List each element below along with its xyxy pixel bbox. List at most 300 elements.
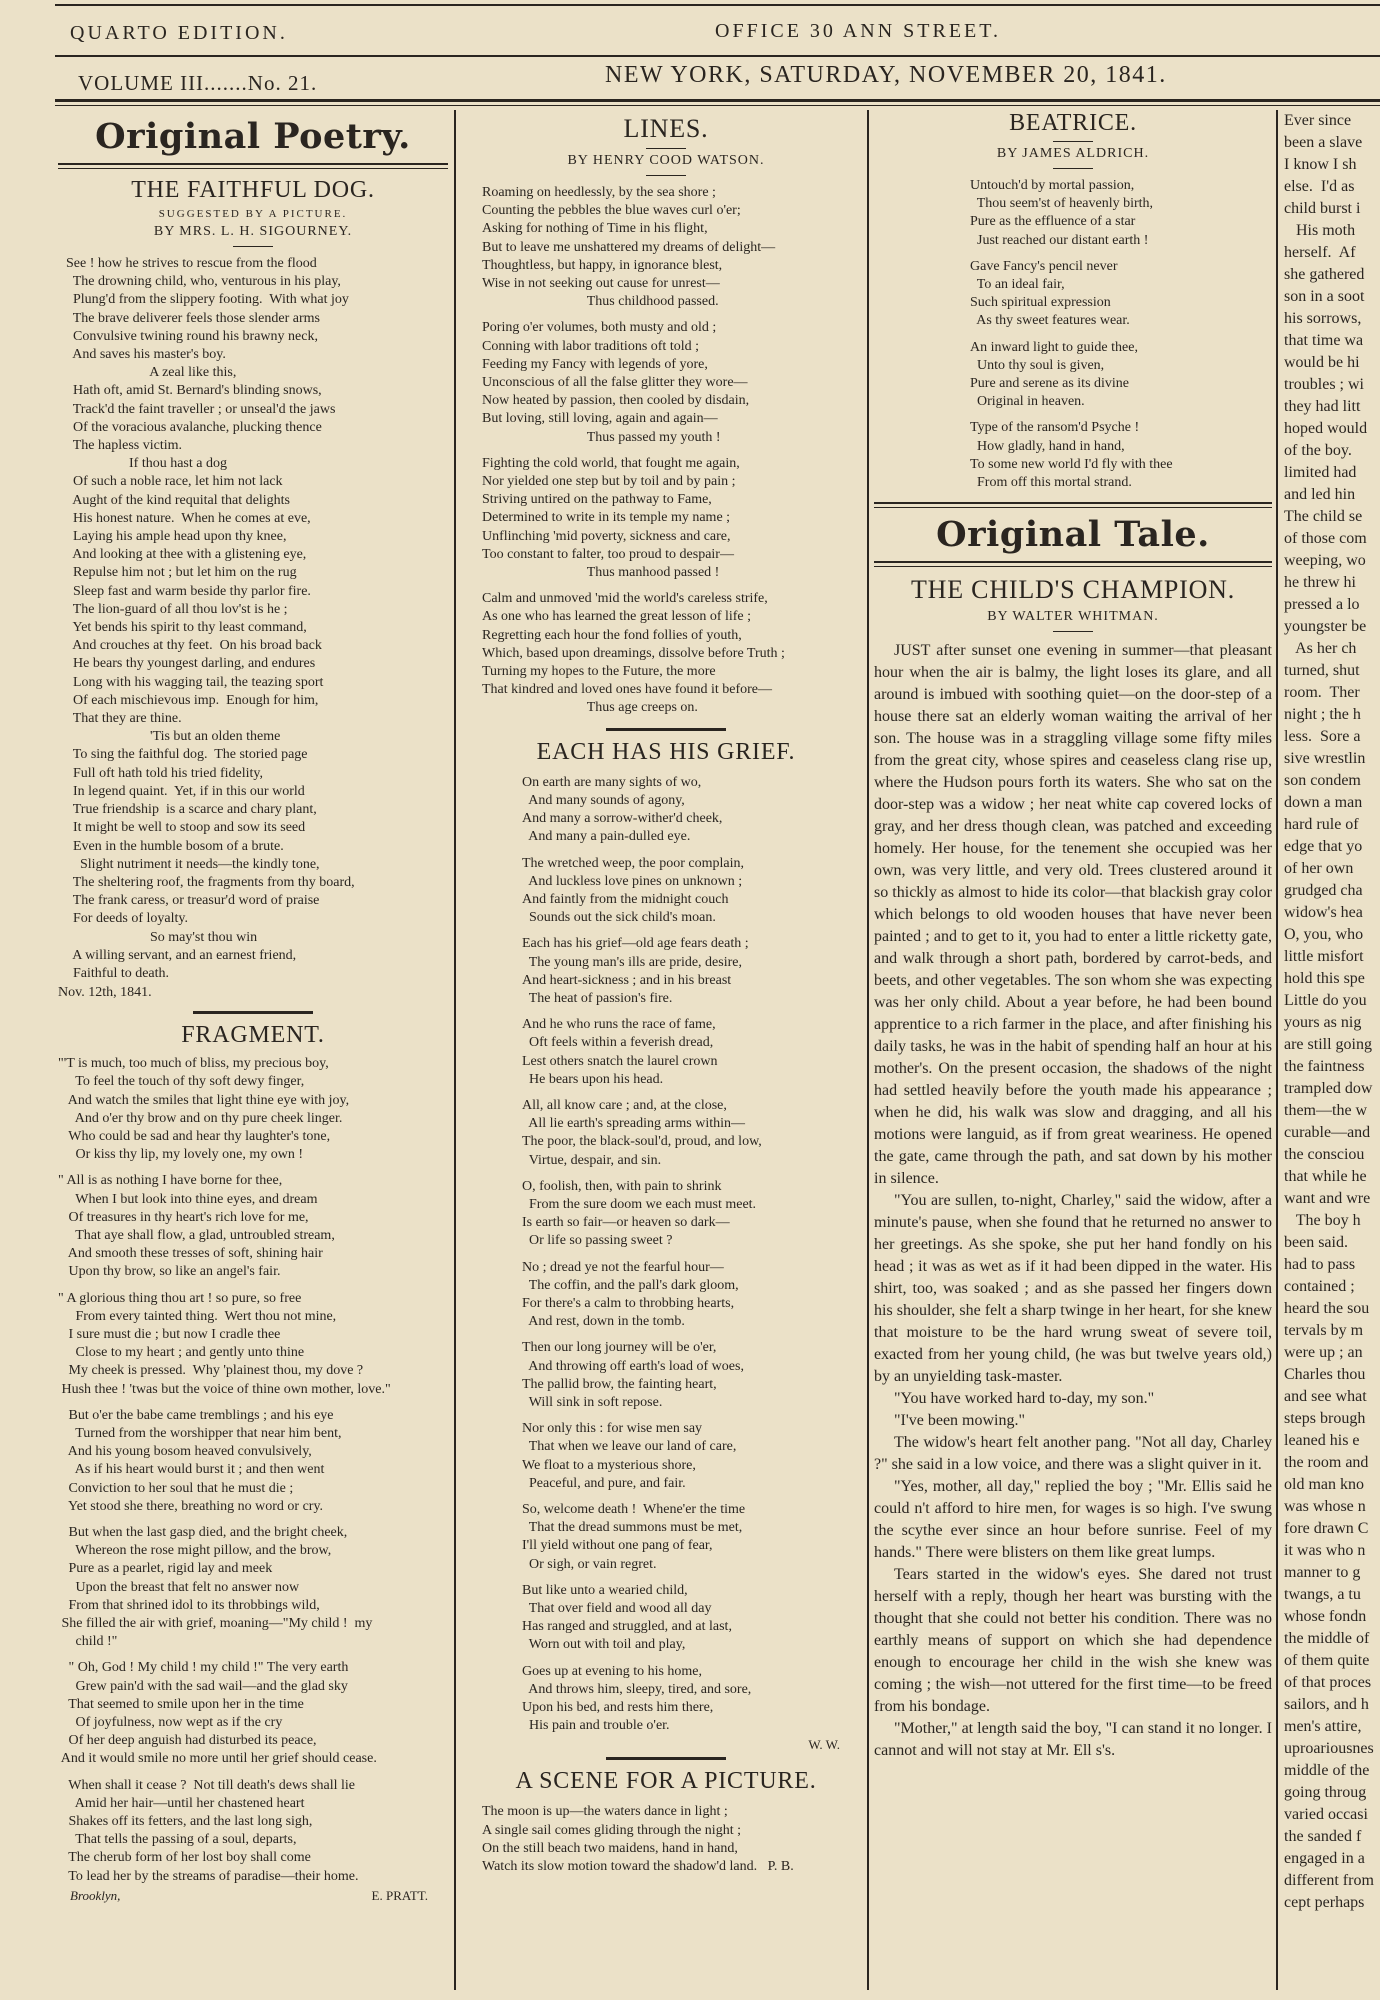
- poem-line: [482, 582, 850, 590]
- tale-continuation-line: old man kno: [1284, 1476, 1364, 1493]
- poem-line: Lest others snatch the laurel crown: [522, 1053, 718, 1069]
- poem-title: EACH HAS HIS GRIEF.: [536, 738, 796, 765]
- tale-continuation-line: of them quite: [1284, 1652, 1370, 1669]
- poem-line: Or kiss thy lip, my lovely one, my own !: [58, 1147, 303, 1163]
- poem-line: And it would smile no more until her grief should cease.: [58, 1751, 377, 1767]
- poem-line: To some new world I'd fly with thee: [970, 456, 1173, 472]
- poem-subtitle: SUGGESTED BY A PICTURE.: [158, 208, 348, 220]
- poem-line: For deeds of loyalty.: [66, 911, 188, 927]
- tale-continuation-line: been said.: [1284, 1234, 1348, 1251]
- tale-continuation-line: would be hi: [1284, 354, 1360, 371]
- poem-line: For there's a calm to throbbing hearts,: [522, 1295, 735, 1311]
- tale-continuation-line: edge that yo: [1284, 838, 1363, 855]
- poem-line: And looking at thee with a glistening eye,: [66, 547, 307, 563]
- poem-line: And he who runs the race of fame,: [522, 1017, 716, 1033]
- poem-byline: BY HENRY COOD WATSON.: [567, 153, 765, 168]
- tale-paragraph: JUST after sunset one evening in summer—that pleasant hour when the air is balmy, the light loses its glare, and all around is imbued with soothing quiet—on the door-step of a house there sat an elderly woman waiting the arrival of her son. The house was in a straggling village some fifty miles from the great city, whose spires and ceaseless clang rise up, where the Hudson pours forth its waters. She who sat on the door-step was a widow ; her neat white cap covered locks of gray, and her dress though clean, was patched and exceeding homely. Her house, for the tenement she occupied was her own, was very little, and very old. Trees clustered around it so thickly as almost to hide its color—that blackish gray color which belongs to old wooden houses that have never been painted ; and to get to it, you had to enter a little ricketty gate, and walk through a short path, bordered by carrot-beds, and beets, and other vegetables. The son whom she was expecting was her only child. About a year before, he had been bound apprentice to a rich farmer in the place, and after finishing his daily tasks, he was in the habit of spending half an hour at his mother's. On the present occasion, the shadows of the night had settled heavily before the youth made his appearance ; when he did, his walk was slow and dragging, and all his motions were languid, as if from great weariness. He opened the gate, came through the path, and sat down by his mother in silence.: [874, 642, 1272, 1188]
- poem-line: [58, 1399, 448, 1407]
- tale-continuation-line: that time wa: [1284, 332, 1364, 349]
- tale-continuation-line: manner to g: [1284, 1564, 1361, 1581]
- tale-continuation-line: was whose n: [1284, 1498, 1366, 1515]
- poem-line: Faithful to death.: [66, 965, 170, 981]
- poem-line: Too constant to falter, too proud to despair—: [482, 546, 734, 562]
- poem-line: The young man's ills are pride, desire,: [522, 954, 742, 970]
- poem-line: [58, 1282, 448, 1290]
- tale-continuation-line: son condem: [1284, 772, 1361, 789]
- poem-line: [970, 250, 1272, 258]
- poem-line: That seemed to smile upon her in the time: [58, 1696, 304, 1712]
- poem-line: All, all know care ; and, at the close,: [522, 1097, 727, 1113]
- poem-line: Thus manhood passed !: [482, 565, 720, 581]
- tale-continuation-line: grudged cha: [1284, 882, 1363, 899]
- tale-continuation-line: herself. Af: [1284, 244, 1356, 261]
- poem-line: To feel the touch of thy soft dewy finger,: [58, 1074, 305, 1090]
- dateline: NEW YORK, SATURDAY, NOVEMBER 20, 1841.: [605, 62, 1167, 88]
- tale-continuation-line: little misfort: [1284, 948, 1364, 965]
- section-rule: [58, 163, 448, 169]
- poem-line: As one who has learned the great lesson of life ;: [482, 609, 752, 625]
- poem-line: Hath oft, amid St. Bernard's blinding snows,: [66, 383, 322, 399]
- poem-line: That tells the passing of a soul, departs,: [58, 1832, 297, 1848]
- poem-line: Virtue, despair, and sin.: [522, 1152, 662, 1168]
- tale-continuation-line: youngster be: [1284, 618, 1367, 635]
- tale-continuation-line: he threw hi: [1284, 574, 1356, 591]
- tale-paragraph: The widow's heart felt another pang. "Not all day, Charley ?" she said in a low voice, and there was a slight quiver in it.: [874, 1434, 1272, 1474]
- poem-line: Thoughtless, but happy, in ignorance blest,: [482, 257, 723, 273]
- poem-line: Upon the breast that felt no answer now: [58, 1579, 300, 1595]
- tale-continuation-line: His moth: [1284, 222, 1356, 239]
- tale-continuation-line: hold this spe: [1284, 970, 1365, 987]
- poem-line: Each has his grief—old age fears death ;: [522, 936, 749, 952]
- tale-continuation-line: and led hin: [1284, 486, 1356, 503]
- tale-continuation-line: limited had: [1284, 464, 1357, 481]
- poem-line: Conning with labor traditions oft told ;: [482, 338, 699, 354]
- poem-line: Such spiritual expression: [970, 295, 1111, 311]
- poem-line: Thou seem'st of heavenly birth,: [970, 196, 1154, 212]
- poem-byline: BY MRS. L. H. SIGOURNEY.: [153, 224, 353, 239]
- poem-line: "'T is much, too much of bliss, my precious boy,: [58, 1056, 329, 1072]
- poem-line: He bears thy youngest darling, and endures: [66, 656, 316, 672]
- poem-line: Amid her hair—until her chastened heart: [58, 1795, 305, 1811]
- poem-line: So, welcome death ! Whene'er the time: [522, 1502, 746, 1517]
- divider: [1053, 168, 1093, 169]
- poem-line: Or sigh, or vain regret.: [522, 1556, 657, 1572]
- poem-body: [482, 184, 850, 718]
- poem-title: FRAGMENT.: [181, 1022, 325, 1049]
- tale-continuation-line: son in a soot: [1284, 288, 1365, 305]
- tale-continuation-line: hoped would: [1284, 420, 1368, 437]
- poem-signature: E. PRATT.: [371, 1887, 428, 1903]
- poem-line: Of such a noble race, let him not lack: [66, 474, 283, 490]
- divider: [1053, 631, 1093, 632]
- poem-line: Untouch'd by mortal passion,: [970, 178, 1135, 193]
- tale-continuation-line: hard rule of: [1284, 816, 1359, 833]
- tale-continuation-line: fore drawn C: [1284, 1520, 1369, 1537]
- poem-line: From off this mortal strand.: [970, 475, 1132, 491]
- tale-continuation-line: night ; the h: [1284, 706, 1361, 723]
- poem-line: All lie earth's spreading arms within—: [522, 1116, 745, 1132]
- poem-line: [970, 331, 1272, 339]
- poem-line: Peaceful, and pure, and fair.: [522, 1475, 686, 1491]
- poem-line: That the dread summons must be met,: [522, 1520, 743, 1536]
- poem-line: Of her deep anguish had disturbed its peace,: [58, 1733, 317, 1749]
- poem-line: He bears upon his head.: [522, 1071, 664, 1087]
- column-1: [58, 110, 448, 1990]
- poem-line: And crouches at thy feet. On his broad back: [66, 638, 322, 654]
- divider: [646, 175, 686, 176]
- poem-line: Yet bends his spirit to thy least command,: [66, 620, 307, 636]
- tale-continuation-line: of those com: [1284, 530, 1367, 547]
- tale-continuation-line: been a slave: [1284, 134, 1363, 151]
- poem-line: As if his heart would burst it ; and then went: [58, 1462, 325, 1478]
- tale-continuation-line: the middle of: [1284, 1630, 1370, 1647]
- poem-line: " A glorious thing thou art ! so pure, so free: [58, 1290, 302, 1306]
- tale-continuation-line: uproariousnes: [1284, 1740, 1374, 1757]
- poem-line: In legend quaint. Yet, if in this our world: [66, 783, 305, 799]
- poem-line: The brave deliverer feels those slender arms: [66, 310, 320, 326]
- poem-line: [522, 1493, 850, 1501]
- poem-line: Worn out with toil and play,: [522, 1637, 686, 1653]
- poem-line: His honest nature. When he comes at eve,: [66, 510, 311, 526]
- poem-line: The cherub form of her lost boy shall come: [58, 1850, 311, 1866]
- tale-continuation-line: that while he: [1284, 1168, 1367, 1185]
- divider-ornament: [606, 1757, 726, 1760]
- tale-continuation-line: cept perhaps: [1284, 1894, 1365, 1911]
- poem-byline: BY JAMES ALDRICH.: [996, 146, 1150, 161]
- poem-line: [482, 447, 850, 455]
- poem-line: O, foolish, then, with pain to shrink: [522, 1178, 722, 1194]
- poem-line: Has ranged and struggled, and at last,: [522, 1619, 732, 1635]
- poem-line: Of treasures in thy heart's rich love for me,: [58, 1209, 309, 1225]
- poem-line: On the still beach two maidens, hand in hand,: [482, 1840, 738, 1856]
- poem-line: Nor only this : for wise men say: [522, 1421, 703, 1437]
- tale-continuation-line: varied occasi: [1284, 1806, 1368, 1823]
- tale-continuation-line: Little do you: [1284, 992, 1367, 1009]
- tale-continuation-line: heard the sou: [1284, 1300, 1370, 1317]
- poem-line: Thus passed my youth !: [482, 429, 721, 445]
- masthead-bottom-rule: [55, 99, 1380, 102]
- poem-line: But to leave me unshattered my dreams of delight—: [482, 239, 776, 255]
- column-4-cropped: [1284, 110, 1380, 1990]
- tale-continuation-line: troubles ; wi: [1284, 376, 1364, 393]
- poem-line: child !": [58, 1634, 118, 1650]
- poem-line: Fighting the cold world, that fought me again,: [482, 455, 740, 471]
- tale-continuation-line: middle of the: [1284, 1762, 1370, 1779]
- poem-line: And many a sorrow-wither'd cheek,: [522, 811, 723, 827]
- poem-date: Nov. 12th, 1841.: [58, 985, 152, 1001]
- poem-line: See ! how he strives to rescue from the flood: [66, 256, 317, 271]
- poem-line: The frank caress, or treasur'd word of praise: [66, 893, 320, 909]
- poem-line: Who could be sad and hear thy laughter's tone,: [58, 1128, 331, 1144]
- poem-line: Turning my hopes to the Future, the more: [482, 664, 716, 680]
- tale-continuation-line: sailors, and h: [1284, 1696, 1369, 1713]
- tale-continuation-line: I know I sh: [1284, 156, 1357, 173]
- poem-line: And heart-sickness ; and in his breast: [522, 972, 732, 988]
- divider: [1053, 141, 1093, 142]
- poem-line: Unconscious of all the false glitter they wore—: [482, 375, 748, 391]
- poem-line: No ; dread ye not the fearful hour—: [522, 1259, 724, 1275]
- poem-line: A willing servant, and an earnest friend,: [66, 947, 297, 963]
- tale-continuation-line: leaned his e: [1284, 1432, 1360, 1449]
- poem-line: And o'er thy brow and on thy pure cheek linger.: [58, 1110, 343, 1126]
- volume-number: VOLUME III.......No. 21.: [78, 71, 318, 95]
- tale-continuation-line: turned, shut: [1284, 662, 1360, 679]
- tale-continuation-line: men's attire,: [1284, 1718, 1362, 1735]
- poem-title: THE FAITHFUL DOG.: [131, 177, 375, 203]
- tale-continuation-line: down a man: [1284, 794, 1363, 811]
- tale-continuation-line: O, you, who: [1284, 926, 1364, 943]
- poem-body: [58, 255, 448, 983]
- masthead-mid-rule: [55, 55, 1380, 57]
- tale-continuation-line: whose fondn: [1284, 1608, 1367, 1625]
- poem-line: Now heated by passion, then cooled by disdain,: [482, 393, 750, 409]
- poem-line: Full oft hath told his tried fidelity,: [66, 765, 264, 781]
- poem-line: Hush thee ! 'twas but the voice of thine own mother, love.": [58, 1381, 391, 1397]
- tale-continuation-line: contained ;: [1284, 1278, 1355, 1295]
- poem-line: Will sink in soft repose.: [522, 1394, 663, 1410]
- poem-body: [482, 1803, 850, 1876]
- poem-line: Which, based upon dreamings, dissolve before Truth ;: [482, 645, 785, 661]
- poem-line: Of joyfulness, now wept as if the cry: [58, 1715, 283, 1731]
- tale-continuation-line: engaged in a: [1284, 1850, 1365, 1867]
- poem-line: And throwing off earth's load of woes,: [522, 1358, 744, 1374]
- poem-line: Is earth so fair—or heaven so dark—: [522, 1215, 730, 1231]
- poem-title: LINES.: [623, 114, 709, 143]
- poem-line: She filled the air with grief, moaning—"My child ! my: [58, 1616, 373, 1632]
- poem-line: [970, 411, 1272, 419]
- poem-line: And smooth these tresses of soft, shining hair: [58, 1246, 323, 1262]
- tale-continuation-line: sive wrestlin: [1284, 750, 1366, 767]
- poem-line: Counting the pebbles the blue waves curl o'er;: [482, 203, 741, 219]
- poem-line: Determined to write in its temple my name ;: [482, 510, 731, 526]
- poem-line: Conviction to her soul that he must die ;: [58, 1480, 294, 1496]
- tale-continuation-line: else. I'd as: [1284, 178, 1355, 195]
- poem-line: Upon thy brow, so like an angel's fair.: [58, 1264, 281, 1280]
- tale-continuation-line: yours as nig: [1284, 1014, 1362, 1031]
- tale-continuation-line: are still going: [1284, 1036, 1372, 1053]
- poem-line: And watch the smiles that light thine eye with joy,: [58, 1092, 350, 1108]
- tale-continuation-line: the faintness: [1284, 1058, 1365, 1075]
- poem-line: From every tainted thing. Wert thou not mine,: [58, 1308, 337, 1324]
- tale-continuation-line: Charles thou: [1284, 1366, 1366, 1383]
- poem-line: Grew pain'd with the sad wail—and the glad sky: [58, 1678, 348, 1694]
- tale-continuation-line: The boy h: [1284, 1212, 1361, 1229]
- poem-line: [522, 1655, 850, 1663]
- tale-continuation-line: his sorrows,: [1284, 310, 1362, 327]
- poem-line: Sleep fast and warm beside thy parlor fire.: [66, 583, 311, 599]
- poem-line: Striving untired on the pathway to Fame,: [482, 492, 712, 508]
- section-rule: [874, 561, 1272, 567]
- tale-continuation-line: had to pass: [1284, 1256, 1356, 1273]
- poem-line: Turned from the worshipper that near him bent,: [58, 1425, 342, 1441]
- poem-line: Thus age creeps on.: [482, 700, 698, 716]
- poem-title: A SCENE FOR A PICTURE.: [515, 1768, 817, 1795]
- poem-line: I sure must die ; but now I cradle thee: [58, 1326, 281, 1342]
- tale-continuation-line: trampled dow: [1284, 1080, 1373, 1097]
- poem-line: On earth are many sights of wo,: [522, 774, 702, 790]
- section-header-original-poetry: Original Poetry.: [95, 116, 411, 157]
- poem-line: Then our long journey will be o'er,: [522, 1340, 717, 1356]
- tale-paragraph: "I've been mowing.": [894, 1412, 1026, 1430]
- tale-paragraph: Tears started in the widow's eyes. She dared not trust herself with a reply, though her heart was bursting with the thought that she could not better his condition. There was no earthly means of support on which she had dependence enough to encourage her child in the wish she knew was coming ; the wish—not uttered for the first time—to be freed from his bondage.: [874, 1566, 1272, 1716]
- poem-line: Original in heaven.: [970, 394, 1085, 410]
- poem-line: From the sure doom we each must meet.: [522, 1196, 757, 1212]
- tale-continuation-line: curable—and: [1284, 1124, 1371, 1141]
- tale-continuation-line: widow's hea: [1284, 904, 1363, 921]
- poem-line: And throws him, sleepy, tired, and sore,: [522, 1681, 752, 1697]
- poem-line: That when we leave our land of care,: [522, 1439, 737, 1455]
- poem-line: [522, 1331, 850, 1339]
- poem-line: Roaming on heedlessly, by the sea shore ;: [482, 185, 716, 200]
- poem-place: Brooklyn,: [70, 1887, 121, 1903]
- edition-label: QUARTO EDITION.: [70, 22, 288, 44]
- poem-line: The wretched weep, the poor complain,: [522, 855, 744, 871]
- tale-continuation-line: Ever since: [1284, 112, 1352, 129]
- poem-line: How gladly, hand in hand,: [970, 438, 1125, 454]
- poem-line: [58, 1164, 448, 1172]
- poem-line: The lion-guard of all thou lov'st is he ;: [66, 601, 288, 617]
- poem-line: Upon his bed, and rests him there,: [522, 1700, 714, 1716]
- poem-line: The poor, the black-soul'd, proud, and low,: [522, 1134, 762, 1150]
- poem-line: Plung'd from the slippery footing. With what joy: [66, 292, 349, 308]
- tale-paragraph: "Mother," at length said the boy, "I can stand it no longer. I cannot and will not stay at Mr. Ell s's.: [874, 1720, 1272, 1760]
- poem-line: Unflinching 'mid poverty, sickness and care,: [482, 528, 731, 544]
- poem-line: The drowning child, who, venturous in his play,: [66, 274, 341, 290]
- tale-continuation-line: going throug: [1284, 1784, 1367, 1801]
- poem-line: Gave Fancy's pencil never: [970, 258, 1118, 274]
- poem-line: And his young bosom heaved convulsively,: [58, 1444, 312, 1460]
- poem-line: Laying his ample head upon thy knee,: [66, 529, 287, 545]
- poem-line: Even in the humble bosom of a brute.: [66, 838, 284, 854]
- poem-line: And saves his master's boy.: [66, 347, 226, 363]
- poem-line: [522, 927, 850, 935]
- poem-line: [522, 847, 850, 855]
- poem-line: And many sounds of agony,: [522, 792, 685, 808]
- poem-line: Close to my heart ; and gently unto thine: [58, 1345, 305, 1361]
- poem-line: The coffin, and the pall's dark gloom,: [522, 1277, 739, 1293]
- poem-line: That over field and wood all day: [522, 1601, 712, 1617]
- poem-title: BEATRICE.: [1009, 110, 1137, 136]
- poem-line: Wise in not seeking out cause for unrest—: [482, 276, 720, 292]
- poem-line: Nor yielded one step but by toil and by pain ;: [482, 474, 736, 490]
- poem-line: [522, 1412, 850, 1420]
- poem-line: Pure as the effluence of a star: [970, 214, 1136, 230]
- poem-line: So may'st thou win: [66, 929, 258, 945]
- poem-body: [58, 1055, 448, 1886]
- tale-continuation-line: steps brough: [1284, 1410, 1366, 1427]
- tale-continuation-line: the sanded f: [1284, 1828, 1362, 1845]
- column-rule-2: [867, 110, 869, 1990]
- poem-line: The heat of passion's fire.: [522, 990, 673, 1006]
- tale-continuation-line: of the boy.: [1284, 442, 1352, 459]
- poem-signature-row: [58, 1888, 448, 1904]
- poem-line: To an ideal fair,: [970, 277, 1065, 293]
- tale-continuation-line: As her ch: [1284, 640, 1357, 657]
- poem-line: Of the voracious avalanche, plucking thence: [66, 419, 322, 435]
- poem-line: His pain and trouble o'er.: [522, 1718, 670, 1734]
- poem-line: Track'd the faint traveller ; or unseal'd the jaws: [66, 401, 336, 417]
- poem-line: The hapless victim.: [66, 438, 182, 454]
- poem-signature: W. W.: [808, 1737, 840, 1753]
- poem-line: [482, 311, 850, 319]
- poem-line: Pure as a pearlet, rigid lay and meek: [58, 1561, 273, 1577]
- poem-body: [874, 177, 1272, 492]
- poem-line: Pure and serene as its divine: [970, 376, 1130, 392]
- tale-title: THE CHILD'S CHAMPION.: [910, 575, 1236, 605]
- poem-line: Calm and unmoved 'mid the world's careless strife,: [482, 591, 768, 607]
- column-2: [482, 110, 850, 1990]
- poem-line: A single sail comes gliding through the night ;: [482, 1822, 741, 1838]
- poem-line: 'Tis but an olden theme: [66, 729, 281, 745]
- tale-continuation-line: she gathered: [1284, 266, 1365, 283]
- poem-line: The moon is up—the waters dance in light ;: [482, 1804, 728, 1820]
- poem-line: True friendship is a scarce and chary plant,: [66, 802, 317, 818]
- poem-line: Yet stood she there, breathing no word or cry.: [58, 1498, 324, 1514]
- poem-line: Repulse him not ; but let him on the rug: [66, 565, 297, 581]
- poem-line: [522, 1008, 850, 1016]
- poem-line: [522, 1574, 850, 1582]
- tale-continuation-line: child burst i: [1284, 200, 1361, 217]
- poem-line: [522, 1089, 850, 1097]
- tale-continuation-line: of her own: [1284, 860, 1354, 877]
- poem-line: [522, 1251, 850, 1259]
- poem-line: That they are thine.: [66, 711, 182, 727]
- tale-continuation-line: tervals by m: [1284, 1322, 1364, 1339]
- tale-continuation-line: different from: [1284, 1872, 1374, 1889]
- masthead-bottom-rule-thin: [55, 105, 1380, 106]
- tale-continuation-line: were up ; an: [1284, 1344, 1363, 1361]
- poem-line: When I but look into thine eyes, and dream: [58, 1191, 318, 1207]
- tale-continuation-line: them—the w: [1284, 1102, 1368, 1119]
- poem-line: If thou hast a dog: [66, 456, 227, 472]
- poem-line: To lead her by the streams of paradise—their home.: [58, 1868, 359, 1884]
- poem-line: Asking for nothing of Time in his flight,: [482, 221, 708, 237]
- poem-line: And luckless love pines on unknown ;: [522, 873, 743, 889]
- poem-line: I'll yield without one pang of fear,: [522, 1538, 713, 1554]
- tale-continuation-line: it was who n: [1284, 1542, 1366, 1559]
- poem-line: [522, 1170, 850, 1178]
- poem-line: It might be well to stoop and sow its seed: [66, 820, 306, 836]
- poem-line: That kindred and loved ones have found it before—: [482, 682, 773, 698]
- tale-continuation-line: and see what: [1284, 1388, 1367, 1405]
- poem-line: But loving, still loving, again and again—: [482, 411, 718, 427]
- poem-line: Thus childhood passed.: [482, 294, 719, 310]
- tale-continuation-line: room. Ther: [1284, 684, 1360, 701]
- poem-line: Slight nutriment it needs—the kindly tone,: [66, 856, 320, 872]
- poem-body: [482, 774, 850, 1736]
- tale-continuation-line: less. Sore a: [1284, 728, 1361, 745]
- poem-line: Oft feels within a feverish dread,: [522, 1035, 714, 1051]
- column-rule-1: [454, 110, 456, 1990]
- divider: [646, 148, 686, 149]
- tale-continuation-line: The child se: [1284, 508, 1363, 525]
- tale-paragraph: "You have worked hard to-day, my son.": [894, 1390, 1155, 1408]
- office-address: OFFICE 30 ANN STREET.: [715, 20, 1001, 42]
- poem-line: That aye shall flow, a glad, untroubled stream,: [58, 1227, 335, 1243]
- poem-line: But like unto a wearied child,: [522, 1582, 688, 1598]
- poem-line: And rest, down in the tomb.: [522, 1314, 685, 1330]
- poem-line: Feeding my Fancy with legends of yore,: [482, 356, 708, 372]
- poem-line: Type of the ransom'd Psyche !: [970, 420, 1140, 436]
- poem-line: As thy sweet features wear.: [970, 313, 1130, 329]
- poem-line: From that shrined idol to its throbbings wild,: [58, 1597, 320, 1613]
- tale-continuation-line: the consciou: [1284, 1146, 1365, 1163]
- divider: [233, 246, 273, 247]
- poem-line: " Oh, God ! My child ! my child !" The very earth: [58, 1660, 349, 1676]
- poem-line: But when the last gasp died, and the bright cheek,: [58, 1525, 348, 1540]
- poem-line: But o'er the babe came tremblings ; and his eye: [58, 1407, 334, 1423]
- poem-line: [58, 1651, 448, 1659]
